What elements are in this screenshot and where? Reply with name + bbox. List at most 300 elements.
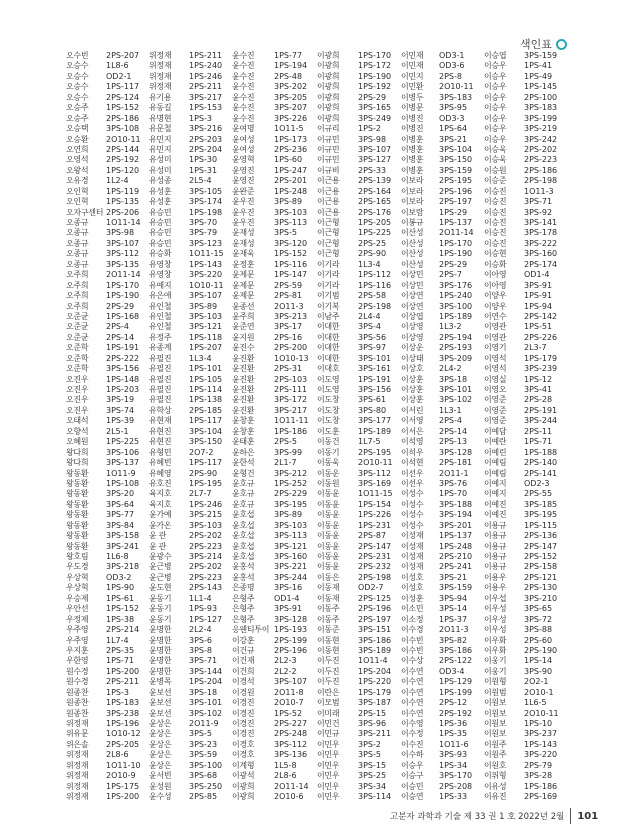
paper-code: 2PS-144: [106, 144, 140, 154]
author-name: 오종규: [66, 218, 89, 227]
author-name: 이용우: [484, 583, 507, 593]
paper-code: 1PS-179: [524, 353, 558, 363]
paper-code: 3PS-89: [274, 510, 303, 520]
author-name: 오주희: [66, 301, 89, 311]
paper-code: OD2-3: [524, 478, 550, 488]
paper-code: 3PS-169: [358, 478, 392, 488]
author-name: 이예지: [484, 489, 507, 499]
paper-code: 2PS-5: [274, 437, 297, 447]
author-name: 이소정: [401, 614, 424, 624]
paper-code: 3PS-8: [189, 645, 212, 655]
author-name: 유현진: [149, 426, 172, 436]
paper-code: 3PS-101: [439, 385, 473, 394]
author-name: 이광희: [317, 71, 340, 81]
paper-code: 3PS-185: [524, 499, 558, 509]
paper-code: 3PS-25: [358, 771, 387, 781]
author-name: 윤창훈: [232, 426, 255, 436]
author-name: 유예지: [149, 280, 172, 290]
author-name: 이민재: [401, 51, 424, 60]
author-name: 우주영: [66, 625, 89, 635]
paper-code: 2PS-191: [524, 405, 558, 415]
paper-code: 2PS-136: [524, 531, 558, 541]
author-name: 이동윤: [317, 489, 340, 499]
author-name: 위정재: [66, 792, 89, 802]
paper-code: OD1-4: [274, 593, 300, 603]
paper-code: 3PS-16: [274, 583, 303, 593]
author-name: 이석현: [401, 458, 424, 468]
author-name: 윤하은: [232, 447, 255, 457]
author-name: 윤동기: [149, 614, 172, 624]
author-name: 이광희: [317, 51, 340, 60]
paper-code: 2PS-241: [439, 562, 473, 572]
author-name: 이성수: [401, 489, 424, 499]
paper-code: 1PS-117: [189, 458, 223, 468]
paper-code: 3PS-101: [189, 698, 223, 708]
author-name: 이민우: [317, 781, 340, 791]
paper-code: 2PS-87: [358, 531, 387, 541]
author-name: 유영창: [149, 270, 172, 280]
author-name: 이유성: [484, 781, 507, 791]
author-name: 이상민: [401, 270, 424, 280]
author-name: 윤진환: [232, 395, 255, 405]
author-name: 이근형: [317, 228, 340, 238]
paper-code: 2PS-15: [358, 708, 387, 718]
author-name: 이건희: [232, 666, 255, 676]
paper-code: 2PS-196: [274, 645, 308, 655]
paper-code: 2PS-199: [274, 635, 308, 645]
author-name: 이예란: [484, 437, 507, 447]
paper-code: OD3-2: [106, 572, 132, 582]
author-name: 이민우: [317, 792, 340, 802]
author-name: 이승우: [484, 82, 507, 92]
author-name: 우상혁: [66, 583, 89, 593]
paper-code: 2O11-14: [274, 781, 309, 791]
paper-code: 3PS-121: [189, 322, 223, 332]
paper-code: 1PS-196: [106, 719, 140, 728]
paper-code: 3PS-215: [189, 510, 223, 520]
author-name: 윤 관: [149, 531, 167, 541]
author-name: 이동주: [317, 614, 340, 624]
author-name: 이수연: [401, 677, 424, 687]
paper-code: 1PS-143: [189, 259, 223, 269]
author-name: 위은솔: [66, 739, 89, 749]
author-name: 이우섭: [484, 593, 507, 603]
author-name: 유영창: [149, 259, 172, 269]
paper-code: 3PS-68: [189, 771, 218, 781]
paper-code: 3PS-21: [439, 134, 468, 144]
author-name: 이성재: [401, 562, 424, 572]
paper-code: 1PS-200: [106, 792, 140, 802]
paper-code: 3PS-34: [358, 781, 387, 791]
paper-code: 3PS-5: [358, 750, 381, 760]
author-name: 이승우: [484, 134, 507, 144]
author-name: 이상연: [401, 301, 424, 311]
paper-code: 3PS-92: [524, 207, 553, 217]
paper-code: 3PS-141: [524, 218, 558, 227]
page-title: 색인표: [520, 38, 552, 51]
author-name: 윤재성: [232, 228, 255, 238]
author-name: 이민우: [317, 739, 340, 749]
author-name: 윤동기: [149, 604, 172, 614]
paper-code: 2PS-169: [524, 792, 558, 802]
paper-code: 3PS-70: [189, 218, 218, 227]
paper-code: 1L3-1: [439, 405, 462, 415]
author-name: 오준균: [66, 311, 89, 321]
author-name: 윤명한: [149, 645, 172, 655]
author-name: 윤진수: [232, 343, 255, 353]
paper-code: 1PS-191: [358, 374, 392, 384]
author-name: 이강훈: [232, 635, 255, 645]
paper-code: 1PS-112: [358, 270, 392, 280]
author-name: 위정재: [66, 750, 89, 760]
paper-code: 3PS-5: [189, 729, 212, 739]
paper-code: 1PS-33: [439, 792, 468, 802]
author-name: 이기라: [317, 270, 340, 280]
author-name: 윤도현: [149, 583, 172, 593]
author-name: 윤영진: [232, 165, 255, 175]
paper-code: 3PS-237: [524, 729, 558, 739]
paper-code: 1PS-194: [274, 61, 308, 71]
author-name: 유혜영: [149, 468, 172, 478]
author-name: 윤우진: [232, 207, 255, 217]
paper-code: 2PS-229: [274, 489, 308, 499]
author-name: 이광희: [317, 92, 340, 102]
author-name: 유민지: [149, 144, 172, 154]
paper-code: 1PS-41: [524, 61, 553, 71]
paper-code: 1L7-4: [106, 635, 129, 645]
paper-code: 2PS-211: [106, 677, 140, 687]
author-name: 윤진환: [232, 405, 255, 415]
paper-code: 3PS-112: [106, 249, 140, 259]
author-name: 이민재: [401, 61, 424, 71]
paper-code: 3PS-188: [439, 499, 473, 509]
paper-code: 3PS-151: [358, 625, 392, 635]
author-name: 이병문: [401, 103, 424, 113]
author-name: 이석영: [401, 437, 424, 447]
author-name: 이동윤: [317, 552, 340, 561]
author-name: 윤광수: [149, 552, 172, 561]
author-name: 왕다희: [66, 447, 89, 457]
paper-code: 2PS-142: [524, 311, 558, 321]
paper-code: 1O11-15: [189, 249, 224, 259]
author-name: 이용규: [484, 552, 507, 561]
author-name: 이승진: [484, 207, 507, 217]
author-name: 오준학: [66, 343, 89, 353]
paper-code: 2PS-121: [524, 572, 558, 582]
paper-code: 1O11-5: [274, 124, 304, 134]
author-name: 이수빈: [401, 635, 424, 645]
author-name: 이두진: [317, 677, 340, 687]
author-name: 위유문: [66, 729, 89, 739]
author-name: 이근형: [317, 249, 340, 259]
paper-code: 2PS-181: [439, 458, 473, 468]
paper-code: 2PS-25: [358, 238, 387, 248]
author-name: 이승욱: [484, 144, 507, 154]
paper-code: 1PS-137: [439, 218, 473, 227]
author-name: 이원범: [484, 687, 507, 697]
paper-code: 2PS-28: [524, 395, 553, 405]
author-name: 이승준: [484, 176, 507, 186]
author-name: 윤홍석: [232, 572, 255, 582]
author-name: 이예지: [484, 478, 507, 488]
author-name: 원종찬: [66, 698, 89, 708]
paper-code: 3PS-113: [274, 218, 308, 227]
author-name: 이동원: [317, 478, 340, 488]
author-name: 이규민: [317, 155, 340, 165]
paper-code: 3PS-250: [189, 781, 223, 791]
paper-code: 1PS-135: [106, 197, 140, 207]
paper-code: 3PS-165: [358, 103, 392, 113]
paper-code: 3PS-249: [358, 113, 392, 123]
author-name: 이도영: [317, 385, 340, 394]
paper-code: 2O7-2: [189, 447, 214, 457]
author-name: 이보라: [401, 186, 424, 196]
author-name: 이승현: [484, 249, 507, 259]
author-name: 오종규: [66, 228, 89, 238]
author-name: 윤수진: [232, 92, 255, 102]
author-name: 이근형: [317, 238, 340, 248]
paper-code: OD1-4: [524, 270, 550, 280]
author-name: 윤보선: [149, 708, 172, 718]
author-name: 이승엽: [484, 51, 507, 60]
author-name: 이상영: [401, 332, 424, 342]
paper-code: 1O11-10: [106, 760, 141, 770]
paper-code: 1PS-246: [189, 499, 223, 509]
author-name: 이위형: [484, 771, 507, 781]
paper-code: 1O11-15: [358, 489, 393, 499]
author-name: 윤재욱: [232, 249, 255, 259]
author-name: 이규비: [317, 165, 340, 175]
paper-code: 1PS-211: [189, 51, 223, 60]
author-name: 이동건: [317, 437, 340, 447]
author-name: 이성호: [401, 572, 424, 582]
author-name: 이규리: [317, 124, 340, 134]
paper-code: 3PS-159: [439, 583, 473, 593]
author-name: 이수빈: [401, 645, 424, 655]
paper-code: 2PS-232: [358, 562, 392, 572]
author-name: 윤재성: [232, 238, 255, 248]
author-name: 이동욱: [317, 458, 340, 468]
paper-code: 1PS-248: [274, 186, 308, 196]
paper-code: 2PS-205: [106, 739, 140, 749]
author-name: 이승진: [484, 186, 507, 196]
paper-code: 3PS-103: [274, 520, 308, 530]
paper-code: 2PS-55: [524, 489, 553, 499]
author-name: 이승우: [484, 71, 507, 81]
paper-code: 2PS-206: [106, 207, 140, 217]
paper-code: 1PS-170: [106, 280, 140, 290]
author-name: 우안선: [66, 604, 89, 614]
paper-code: 1PS-248: [439, 541, 473, 551]
paper-code: 1PS-108: [106, 478, 140, 488]
author-name: 윤정훈: [232, 259, 255, 269]
paper-code: 2PS-248: [274, 729, 308, 739]
paper-code: 1PS-61: [106, 593, 135, 603]
author-name: 오태석: [66, 416, 89, 426]
author-name: 이대한: [317, 332, 340, 342]
author-name: 이상엽: [401, 311, 424, 321]
paper-code: 3PS-98: [106, 228, 135, 238]
paper-code: 3PS-89: [189, 301, 218, 311]
author-name: 이동주: [317, 604, 340, 614]
author-name: 우승제: [66, 593, 89, 603]
author-name: 이동재: [317, 593, 340, 603]
paper-code: 1O10-12: [106, 729, 141, 739]
paper-code: 1PS-198: [189, 207, 223, 217]
paper-code: 2O11-1: [439, 468, 469, 478]
paper-code: 1PS-145: [524, 82, 558, 92]
author-name: 이영관: [484, 322, 507, 332]
paper-code: 3PS-93: [439, 750, 468, 760]
author-name: 이수정: [401, 729, 424, 739]
author-name: 이산성: [401, 249, 424, 259]
author-name: 이상민: [401, 280, 424, 290]
paper-code: 3PS-15: [358, 760, 387, 770]
paper-code: 3PS-216: [189, 124, 223, 134]
author-name: 이승우: [401, 760, 424, 770]
paper-code: 2O10-6: [274, 792, 304, 802]
author-name: 왕동환: [66, 489, 89, 499]
paper-code: 2PS-223: [189, 541, 223, 551]
author-name: 이동윤: [317, 562, 340, 572]
author-name: 위정재: [66, 781, 89, 791]
paper-code: 3PS-170: [439, 771, 473, 781]
paper-code: 2PS-192: [439, 708, 473, 718]
paper-code: 2O11-3: [274, 301, 304, 311]
paper-code: 3PS-244: [524, 416, 558, 426]
paper-code: 3PS-6: [189, 635, 212, 645]
paper-code: 3PS-205: [274, 92, 308, 102]
author-name: 유학상: [149, 405, 172, 415]
paper-code: 3PS-112: [274, 739, 308, 749]
author-name: 왕동환: [66, 520, 89, 530]
author-name: 이동재: [317, 583, 340, 593]
author-name: 유현재: [149, 416, 172, 426]
author-name: 이상훈: [401, 374, 424, 384]
paper-code: 3PS-105: [189, 186, 223, 196]
paper-code: 2PS-186: [106, 113, 140, 123]
author-name: 위정재: [66, 719, 89, 728]
paper-code: 3PS-128: [439, 447, 473, 457]
author-name: 윤호섭: [232, 541, 255, 551]
author-name: 윤수진: [232, 71, 255, 81]
author-name: 육지호: [149, 489, 172, 499]
author-name: 윤종선: [232, 301, 255, 311]
index-header: [520, 36, 567, 52]
author-name: 윤제문: [232, 270, 255, 280]
paper-code: 2O10-11: [524, 708, 559, 718]
paper-code: 3PS-183: [524, 103, 558, 113]
paper-code: 3PS-79: [189, 228, 218, 238]
paper-code: 3PS-4: [358, 322, 381, 332]
author-name: 이경진: [232, 729, 255, 739]
paper-code: 2PS-16: [274, 332, 303, 342]
paper-code: 2L3-7: [524, 343, 547, 353]
author-name: 원수경: [66, 666, 89, 676]
paper-code: 2L7-7: [189, 489, 212, 499]
paper-code: 1PS-90: [106, 583, 135, 593]
paper-code: 3PS-59: [189, 750, 218, 760]
paper-code: 1PS-170: [439, 238, 473, 248]
author-name: 이남주: [317, 311, 340, 321]
author-name: 이용규: [484, 541, 507, 551]
author-name: 이기라: [317, 280, 340, 290]
paper-code: 1PS-70: [439, 489, 468, 499]
author-name: 유혜빈: [149, 458, 172, 468]
paper-code: 1PS-3: [106, 687, 129, 697]
paper-code: 1O11-3: [524, 186, 554, 196]
author-name: 이영석: [484, 353, 507, 363]
paper-code: 2PS-214: [106, 625, 140, 635]
paper-code: 3PS-61: [358, 395, 387, 405]
paper-code: 1PS-189: [358, 426, 392, 436]
author-name: 윤여명: [232, 124, 255, 134]
paper-code: 2PS-152: [524, 552, 558, 561]
author-name: 이광희: [317, 103, 340, 113]
paper-code: 3PS-18: [189, 687, 218, 697]
author-name: 유인철: [149, 311, 172, 321]
author-name: 이용규: [484, 520, 507, 530]
author-name: 이경진: [232, 719, 255, 728]
author-name: 이계형: [232, 760, 255, 770]
paper-code: 1PS-193: [274, 625, 308, 635]
paper-code: 2PS-35: [106, 645, 135, 655]
paper-code: 3PS-71: [524, 197, 553, 207]
paper-code: 2PS-14: [106, 332, 135, 342]
author-name: 유성훈: [149, 197, 172, 207]
paper-code: 2O10-9: [106, 771, 136, 781]
paper-code: 1PS-38: [106, 614, 135, 624]
author-name: 윤상은: [149, 760, 172, 770]
paper-code: 3PS-136: [274, 750, 308, 760]
author-name: 이동현: [317, 635, 340, 645]
paper-code: 3PS-178: [524, 228, 558, 238]
author-name: 이용규: [484, 531, 507, 541]
paper-code: 1PS-152: [106, 604, 140, 614]
author-name: 이규민: [317, 144, 340, 154]
paper-code: 1PS-172: [358, 61, 392, 71]
paper-code: 1O11-4: [358, 656, 388, 666]
paper-code: 1L8-6: [106, 61, 129, 71]
paper-code: 2PS-204: [189, 144, 223, 154]
author-name: 이영기: [484, 343, 507, 353]
author-name: 왕동환: [66, 531, 89, 541]
paper-code: 2PS-194: [439, 332, 473, 342]
ring-icon: [556, 39, 567, 50]
author-name: 이수영: [401, 719, 424, 728]
paper-code: 3PS-211: [358, 729, 392, 739]
paper-code: 2PS-185: [189, 405, 223, 415]
paper-code: 2PS-14: [439, 426, 468, 436]
author-name: 이경진: [232, 698, 255, 708]
author-name: 윤진환: [232, 385, 255, 394]
paper-code: 1PS-51: [524, 322, 553, 332]
author-name: 이상태: [401, 353, 424, 363]
author-name: 은형주: [232, 593, 255, 603]
paper-code: 2PS-111: [274, 385, 308, 394]
author-name: 오준학: [66, 364, 89, 374]
author-name: 이병훈: [401, 165, 424, 175]
author-name: 왕동환: [66, 478, 89, 488]
author-name: 윤주희: [232, 311, 255, 321]
paper-code: 1PS-30: [189, 155, 218, 165]
paper-code: 3PS-244: [274, 572, 308, 582]
author-name: 이영오: [484, 385, 507, 394]
author-name: 이동기: [317, 447, 340, 457]
paper-code: 2O10-1: [524, 687, 554, 697]
author-name: 이기라: [317, 259, 340, 269]
author-name: 윤한석: [232, 458, 255, 468]
